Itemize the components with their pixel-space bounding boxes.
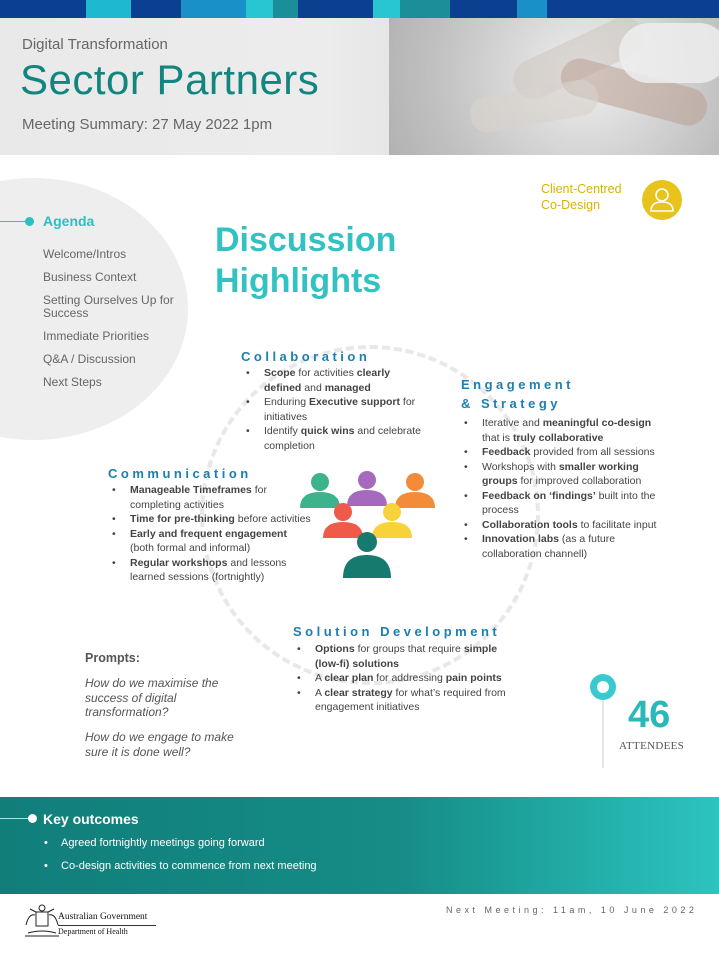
person-figure-yellow <box>372 503 412 538</box>
communication-list <box>108 483 313 585</box>
page-title: Sector Partners <box>20 56 320 103</box>
agenda-item: Q&A / Discussion <box>43 352 136 366</box>
list-item: • Workshops with smaller working groups for improved collaboration <box>460 460 660 489</box>
list-item: • Feedback provided from all sessions <box>460 445 660 460</box>
collaboration-list <box>242 366 422 453</box>
prompts-heading: Prompts: <box>85 651 140 665</box>
agenda-title: Agenda <box>43 213 95 229</box>
prompt-question: How do we maximise the success of digital transformation? <box>85 676 219 719</box>
badge-line: Co-Design <box>541 198 601 212</box>
agenda-item: Business Context <box>43 270 137 284</box>
agenda-item: Setting Ourselves Up for Success <box>43 293 174 320</box>
attendees-stem <box>602 690 604 768</box>
people-group-icon <box>295 470 440 582</box>
solution-development-heading: Solution Development <box>293 624 501 639</box>
logo-divider <box>58 925 156 926</box>
next-meeting: Next Meeting: 11am, 10 June 2022 <box>446 905 698 915</box>
gov-name: Australian Government <box>58 912 148 922</box>
list-item: • Options for groups that require simple (low-fi) solutions <box>293 642 523 671</box>
discussion-highlights-title <box>215 220 396 302</box>
badge-line: Client-Centred <box>541 182 622 196</box>
collaboration-heading: Collaboration <box>241 349 371 364</box>
agenda-item: Next Steps <box>43 375 102 389</box>
agenda-dot-icon <box>25 217 34 226</box>
heading-line: Engagement <box>461 377 575 392</box>
agenda-list <box>43 248 178 399</box>
key-outcomes-panel <box>0 797 719 894</box>
teamwork-hands-photo <box>389 18 719 155</box>
list-item: • A clear plan for addressing pain points <box>293 671 523 686</box>
department-name: Department of Health <box>58 927 128 936</box>
list-item: • Scope for activities clearly defined and managed <box>242 366 422 395</box>
agenda-item: Immediate Priorities <box>43 329 150 343</box>
person-figure-purple <box>347 471 387 506</box>
header-subtitle: Digital Transformation <box>22 36 168 53</box>
engagement-list <box>460 416 660 561</box>
list-item: • Collaboration tools to facilitate input <box>460 518 660 533</box>
person-icon <box>642 180 682 220</box>
list-item: • Iterative and meaningful co-design that is truly collaborative <box>460 416 660 445</box>
attendees-count: 46 <box>628 694 671 736</box>
list-item: • A clear strategy for what’s required from engagement initiatives <box>293 686 523 715</box>
title-line: Discussion <box>215 221 397 259</box>
list-item: • Agreed fortnightly meetings going forward <box>43 837 317 850</box>
top-color-bar <box>0 0 719 18</box>
list-item: • Time for pre-thinking before activities <box>108 512 313 527</box>
list-item: • Regular workshops and lessons learned sessions (fortnightly) <box>108 556 313 585</box>
key-outcomes-title: Key outcomes <box>43 811 139 827</box>
list-item: • Innovation labs (as a future collaboration channell) <box>460 532 660 561</box>
prompt-question: How do we engage to make sure it is done well? <box>85 730 234 759</box>
heading-line: & Strategy <box>461 396 562 411</box>
solution-list <box>293 642 523 715</box>
attendees-dot-center <box>597 681 609 693</box>
outcomes-dot-icon <box>28 814 37 823</box>
person-figure-green <box>300 473 340 508</box>
header-banner <box>0 18 719 155</box>
list-item: • Manageable Timeframes for completing activities <box>108 483 313 512</box>
outcomes-connector-line <box>0 818 30 819</box>
list-item: • Enduring Executive support for initiatives <box>242 395 422 424</box>
agenda-item: Welcome/Intros <box>43 247 127 261</box>
title-line: Highlights <box>215 262 382 300</box>
person-figure-teal <box>343 532 391 578</box>
communication-heading: Communication <box>108 466 252 481</box>
list-item: • Early and frequent engagement (both formal and informal) <box>108 527 313 556</box>
engagement-strategy-heading <box>461 375 574 413</box>
list-item: • Identify quick wins and celebrate completion <box>242 424 422 453</box>
list-item: • Feedback on ‘findings’ built into the process <box>460 489 660 518</box>
key-outcomes-list <box>43 837 317 883</box>
person-figure-orange <box>395 473 435 508</box>
client-centred-label <box>541 181 622 213</box>
meeting-date: Meeting Summary: 27 May 2022 1pm <box>22 116 273 133</box>
list-item: • Co-design activities to commence from next meeting <box>43 860 317 873</box>
person-figure-red <box>323 503 363 538</box>
attendees-label: ATTENDEES <box>619 740 685 752</box>
